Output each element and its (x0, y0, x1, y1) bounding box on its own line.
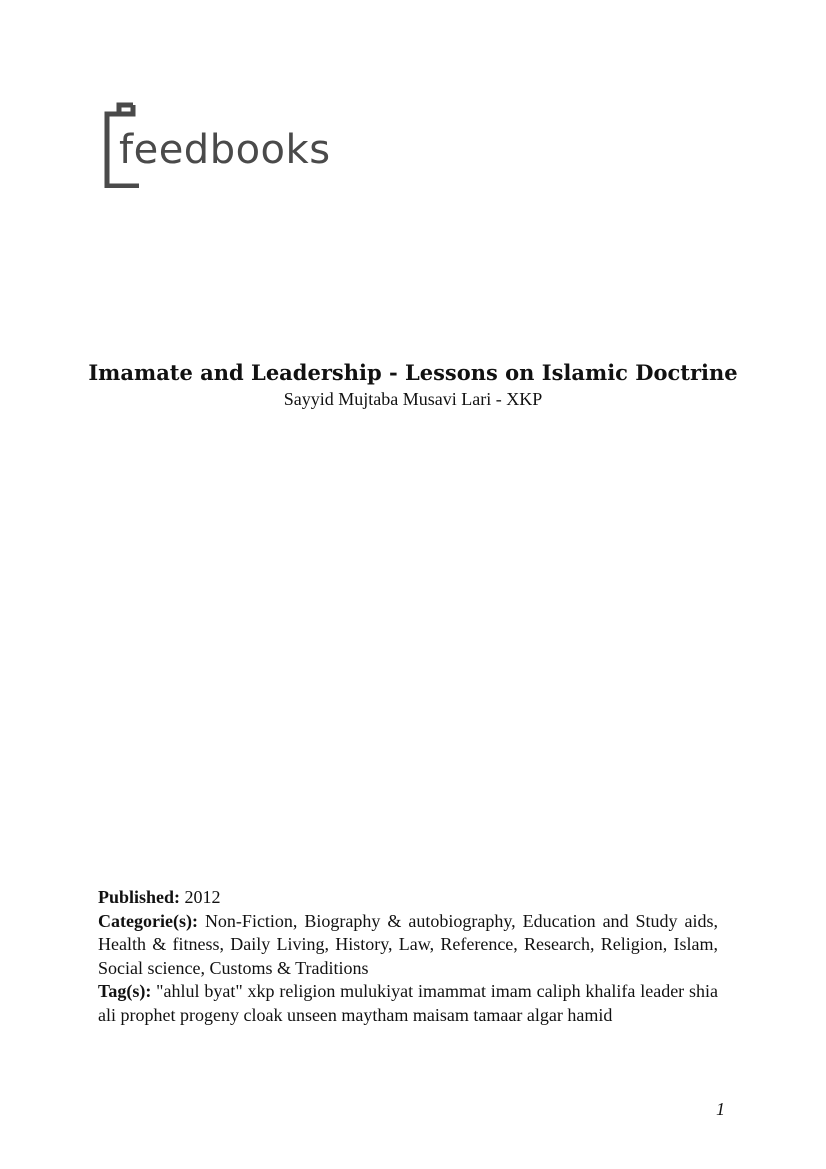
title-block (0, 358, 826, 410)
published-line (98, 886, 718, 910)
published-label: Published: (98, 887, 181, 907)
tags-label: Tag(s): (98, 981, 152, 1001)
book-metadata (98, 886, 718, 1027)
published-value: 2012 (184, 887, 221, 907)
feedbooks-logo (103, 102, 353, 190)
categories-line (98, 910, 718, 981)
logo-text: feedbooks (119, 127, 331, 173)
page-number: 1 (716, 1099, 725, 1119)
tags-line (98, 980, 718, 1027)
book-title: Imamate and Leadership - Lessons on Islamic Doctrine (88, 360, 738, 385)
categories-label: Categorie(s): (98, 910, 198, 931)
tags-value: "ahlul byat" xkp religion mulukiyat imammat imam caliph khalifa leader shia ali prophet progeny cloak unseen maytham maisam tamaar algar hamid (98, 981, 718, 1025)
book-author: Sayyid Mujtaba Musavi Lari - XKP (283, 389, 543, 409)
categories-value: Non-Fiction, Biography & autobiography, Education and Study aids, Health & fitness, Daily Living, History, Law, Reference, Research, Religion, Islam, Social science, Customs & Traditions (98, 910, 719, 978)
